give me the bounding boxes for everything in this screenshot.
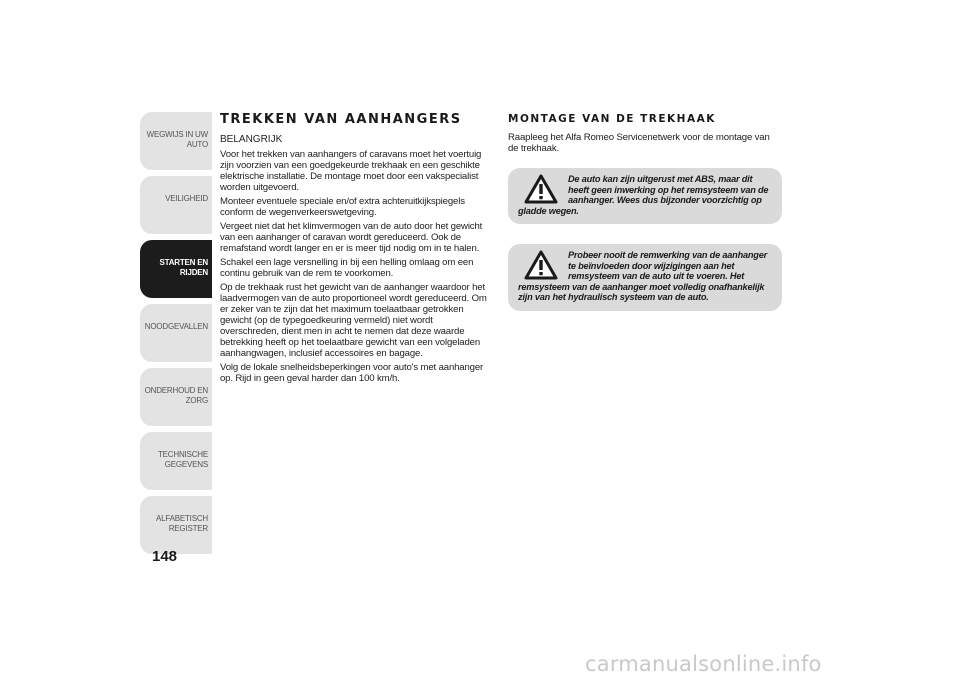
paragraph: Vergeet niet dat het klimvermogen van de auto door het gewicht van een aanhanger of caravan wordt gereduceerd. Ook de remafstand wordt langer en er is meer tijd nodig om in te halen. bbox=[220, 221, 483, 254]
page-number: 148 bbox=[152, 548, 178, 565]
warning-triangle-icon bbox=[524, 250, 558, 280]
intro-paragraph: Raapleeg het Alfa Romeo Servicenetwerk voor de montage van de trekhaak. bbox=[508, 132, 770, 154]
warning-triangle-icon bbox=[524, 174, 558, 204]
paragraph: Voor het trekken van aanhangers of caravans moet het voertuig zijn voorzien van een goedgekeurde trekhaak en een geschikte elektrische installatie. De montage moet door een vakspecialist worden uitgevoerd. bbox=[220, 149, 482, 193]
paragraph: Volg de lokale snelheidsbeperkingen voor auto's met aanhanger op. Rijd in geen geval harder dan 100 km/h. bbox=[220, 362, 484, 384]
warning-box bbox=[508, 168, 782, 224]
paragraph: Schakel een lage versnelling in bij een helling omlaag om een continu gebruik van de rem te voorkomen. bbox=[220, 257, 474, 279]
tab-alfabetisch-register[interactable]: ALFABETISCH REGISTER bbox=[140, 496, 212, 554]
left-column bbox=[220, 112, 492, 387]
tab-technische-gegevens[interactable]: TECHNISCHE GEGEVENS bbox=[140, 432, 212, 490]
important-label: BELANGRIJK bbox=[220, 134, 283, 145]
warning-box bbox=[508, 244, 782, 311]
tab-veiligheid[interactable]: VEILIGHEID bbox=[140, 176, 212, 234]
tab-starten-en-rijden[interactable]: STARTEN EN RIJDEN bbox=[140, 240, 212, 298]
paragraph: Op de trekhaak rust het gewicht van de aanhanger waardoor het laadvermogen van de auto proportioneel wordt gereduceerd. Om er zeker van te zijn dat het maximum toelaatbaar getrokken gewicht (op de typegoedkeuring vermeld) niet wordt overschreden, dient men in acht te nemen dat deze waarde betrekking heeft op het toelaatbare gewicht van een volgeladen aanhangwagen, inclusief accessoires en bagage. bbox=[220, 282, 487, 359]
warning-text: De auto kan zijn uitgerust met ABS, maar dit heeft geen inwerking op het remsysteem van de aanhanger. Wees dus bijzonder voorzichtig op gladde wegen. bbox=[518, 174, 769, 216]
watermark: carmanualsonline.info bbox=[585, 652, 822, 676]
tab-noodgevallen[interactable]: NOODGEVALLEN bbox=[140, 304, 212, 362]
paragraph: Monteer eventuele speciale en/of extra achteruitkijkspiegels conform de wegenverkeerswetgeving. bbox=[220, 196, 465, 218]
tab-wegwijs[interactable]: WEGWIJS IN UW AUTO bbox=[140, 112, 212, 170]
section-title-towing: TREKKEN VAN AANHANGERS bbox=[220, 112, 462, 127]
warning-text: Probeer nooit de remwerking van de aanhanger te beïnvloeden door wijzigingen aan het remsysteem van de auto uit te voeren. Het remsysteem van de aanhanger moet volledig onafhankelijk zijn van het hydraulisch systeem van de auto. bbox=[518, 250, 767, 302]
right-column bbox=[508, 112, 782, 311]
section-title-tow-hitch: MONTAGE VAN DE TREKHAAK bbox=[508, 113, 716, 125]
tab-onderhoud-en-zorg[interactable]: ONDERHOUD EN ZORG bbox=[140, 368, 212, 426]
